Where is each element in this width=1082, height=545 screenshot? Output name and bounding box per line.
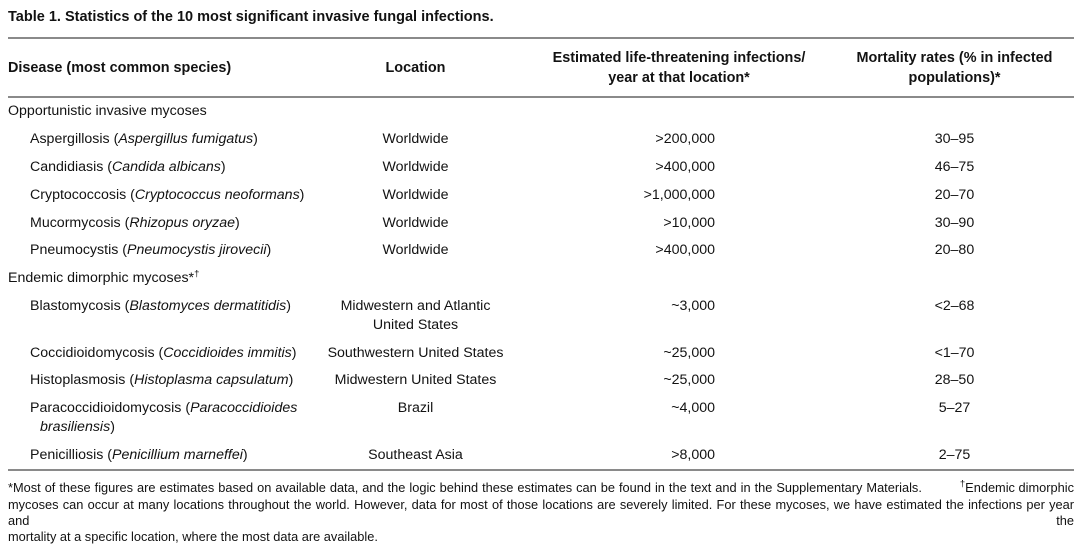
section-dagger: †: [194, 268, 200, 280]
section-text: Opportunistic invasive mycoses: [8, 103, 207, 120]
mortality-cell: 30–90: [934, 214, 975, 231]
species-name: Rhizopus oryzae: [129, 214, 236, 231]
mortality-cell: 28–50: [934, 372, 975, 389]
disease-suffix: ): [220, 158, 226, 175]
footnote-asterisk-note: *Most of these figures are estimates based on available data, and the logic behind these estimates can be found in the text and in the Supplementary Materials.: [8, 480, 922, 496]
disease-name: Coccidioidomycosis (: [30, 344, 164, 361]
table-row: [8, 339, 1074, 367]
mortality-cell: 20–80: [934, 242, 975, 259]
column-header-mortality-line2: populations)*: [908, 69, 1001, 86]
disease-suffix: ): [286, 297, 291, 314]
mortality-cell: 30–95: [934, 131, 975, 148]
infections-cell: >200,000: [655, 131, 715, 148]
disease-suffix: ): [291, 344, 297, 361]
disease-suffix: ): [266, 242, 272, 259]
location-cell: Southeast Asia: [368, 446, 463, 463]
section-label: [8, 269, 308, 288]
infections-cell: >400,000: [655, 158, 715, 175]
location-cell: Worldwide: [382, 214, 449, 231]
disease-cell: [8, 371, 308, 390]
disease-cell: [8, 297, 308, 316]
column-header-location: Location: [385, 59, 446, 76]
infections-cell: >1,000,000: [643, 186, 715, 203]
column-header-disease: Disease (most common species): [8, 59, 232, 76]
location-cell: Worldwide: [382, 242, 449, 259]
species-name: Penicillium marneffei: [112, 446, 243, 463]
table-row: [8, 126, 1074, 154]
infections-cell: ~25,000: [663, 344, 715, 361]
infections-cell: ~25,000: [663, 372, 715, 389]
table-footnote: [8, 471, 1074, 545]
infections-cell: ~4,000: [671, 400, 715, 417]
disease-name: Candidiasis (: [30, 158, 113, 175]
infections-cell: >400,000: [655, 242, 715, 259]
dagger-symbol: †: [959, 479, 966, 491]
table-row: [8, 395, 1074, 442]
species-name: Coccidioides immitis: [163, 344, 292, 361]
disease-name: Aspergillosis (: [30, 131, 119, 148]
section-row: [8, 265, 1074, 293]
table-row: [8, 209, 1074, 237]
disease-suffix: ): [253, 131, 258, 148]
disease-cell: [8, 186, 308, 205]
mortality-cell: 5–27: [938, 400, 971, 417]
disease-name: Cryptococcosis (: [30, 186, 135, 203]
species-name: Candida albicans: [112, 158, 221, 175]
disease-cell: [8, 446, 308, 465]
table-body: [8, 98, 1074, 469]
location-cell: Worldwide: [382, 131, 449, 148]
species-name: Blastomyces dermatitidis: [129, 297, 287, 314]
footnote-dagger-note-start: †Endemic dimorphic: [959, 479, 1074, 496]
disease-suffix: ): [299, 186, 305, 203]
location-cell: Midwestern United States: [334, 372, 497, 389]
disease-cell: [8, 241, 308, 260]
footnote-line-3: mortality at a specific location, where the most data are available.: [8, 528, 378, 544]
disease-name: Pneumocystis (: [30, 242, 127, 259]
infections-cell: ~3,000: [671, 297, 715, 314]
section-text: Endemic dimorphic mycoses*: [8, 270, 195, 287]
table-row: [8, 154, 1074, 182]
location-cell: Midwestern and Atlantic United States: [340, 297, 491, 333]
table-row: [8, 367, 1074, 395]
disease-name: Paracoccidioidomycosis (: [30, 400, 191, 417]
column-header-mortality-line1: Mortality rates (% in infected: [856, 49, 1053, 66]
table-header-row: [8, 39, 1074, 96]
disease-name: Penicilliosis (: [30, 446, 112, 463]
location-cell: Southwestern United States: [327, 344, 504, 361]
disease-name: Histoplasmosis (: [30, 372, 135, 389]
column-header-infections: [523, 48, 835, 88]
mortality-cell: <2–68: [934, 297, 975, 314]
table-row: [8, 237, 1074, 265]
disease-cell: [8, 158, 308, 177]
table-row: [8, 442, 1074, 470]
disease-suffix: ): [242, 446, 248, 463]
infections-cell: >10,000: [663, 214, 715, 231]
disease-suffix: ): [235, 214, 240, 231]
disease-cell: [8, 399, 308, 437]
species-name: Paracoccidioides brasiliensis: [40, 400, 298, 436]
column-header-infections-line2: year at that location*: [608, 69, 750, 86]
disease-suffix: ): [288, 372, 294, 389]
mortality-cell: 46–75: [934, 158, 975, 175]
location-cell: Worldwide: [382, 158, 449, 175]
mortality-cell: 2–75: [938, 446, 971, 463]
section-label: [8, 102, 308, 121]
footnote-line-1: [8, 480, 1074, 496]
species-name: Pneumocystis jirovecii: [126, 242, 267, 259]
column-header-infections-line1: Estimated life-threatening infections/: [552, 49, 806, 66]
infections-cell: >8,000: [671, 446, 715, 463]
footnote-line-2: mycoses can occur at many locations throughout the world. However, data for most of those locations are severely limited. For these mycoses, we have estimated the infections per year and the: [8, 496, 1074, 528]
species-name: Cryptococcus neoformans: [134, 186, 300, 203]
table-row: [8, 181, 1074, 209]
mortality-cell: 20–70: [934, 186, 975, 203]
table-title: Table 1. Statistics of the 10 most significant invasive fungal infections.: [8, 9, 494, 25]
column-header-mortality: [835, 48, 1074, 88]
species-name: Aspergillus fumigatus: [118, 131, 254, 148]
disease-cell: [8, 214, 308, 233]
mortality-cell: <1–70: [934, 344, 975, 361]
disease-cell: [8, 130, 308, 149]
section-row: [8, 98, 1074, 126]
disease-cell: [8, 344, 308, 363]
location-cell: Worldwide: [382, 186, 449, 203]
table-row: [8, 292, 1074, 339]
location-cell: Brazil: [397, 400, 434, 417]
disease-suffix: ): [110, 419, 115, 436]
disease-name: Blastomycosis (: [30, 297, 130, 314]
species-name: Histoplasma capsulatum: [134, 372, 289, 389]
disease-name: Mucormycosis (: [30, 214, 130, 231]
